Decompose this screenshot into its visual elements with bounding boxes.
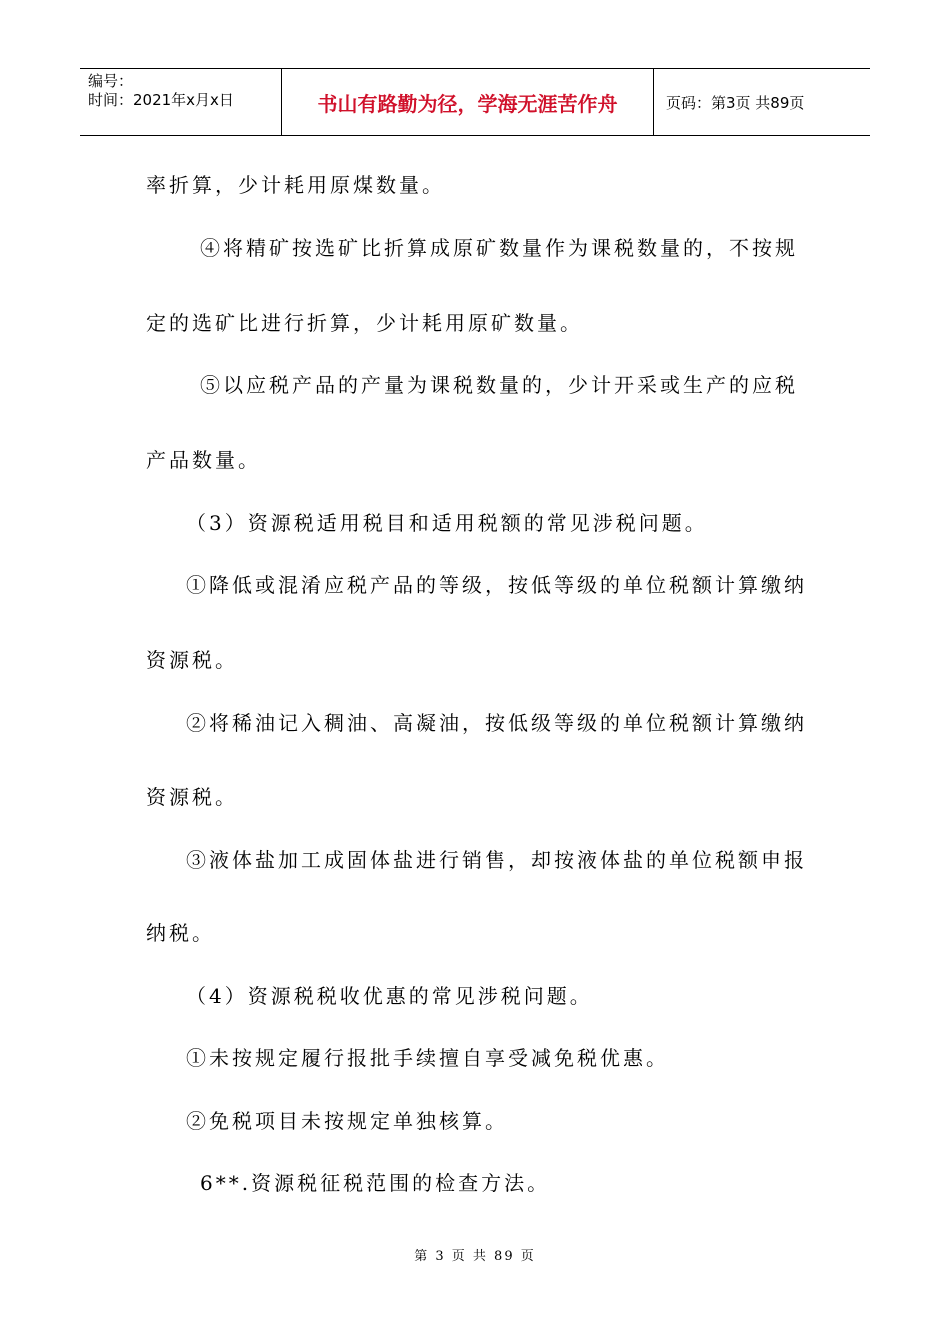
header-page-number: 页码：第3页 共89页 bbox=[666, 93, 805, 112]
header-motto: 书山有路勤为径，学海无涯苦作舟 bbox=[282, 69, 654, 135]
paragraph-line: 资源税。 bbox=[146, 785, 238, 809]
paragraph-line: 产品数量。 bbox=[146, 448, 261, 472]
page-header bbox=[80, 68, 870, 136]
document-number-label: 编号： bbox=[88, 72, 134, 90]
section-heading: 6**.资源税征税范围的检查方法。 bbox=[200, 1171, 551, 1195]
paragraph-line: 资源税。 bbox=[146, 648, 238, 672]
paragraph-line: ④将精矿按选矿比折算成原矿数量作为课税数量的，不按规 bbox=[200, 236, 798, 260]
document-date-label: 时间：2021年x月x日 bbox=[88, 91, 234, 109]
paragraph-line: ①未按规定履行报批手续擅自享受减免税优惠。 bbox=[186, 1046, 669, 1070]
paragraph-line: 纳税。 bbox=[146, 921, 215, 945]
paragraph-line: ②免税项目未按规定单独核算。 bbox=[186, 1109, 508, 1133]
paragraph-line: ③液体盐加工成固体盐进行销售，却按液体盐的单位税额申报 bbox=[186, 848, 807, 872]
paragraph-line: ①降低或混淆应税产品的等级，按低等级的单位税额计算缴纳 bbox=[186, 573, 807, 597]
paragraph-line: 率折算，少计耗用原煤数量。 bbox=[146, 173, 445, 197]
page-footer: 第 3 页 共 89 页 bbox=[414, 1249, 536, 1264]
paragraph-line: ②将稀油记入稠油、高凝油，按低级等级的单位税额计算缴纳 bbox=[186, 711, 807, 735]
paragraph-line: ⑤以应税产品的产量为课税数量的，少计开采或生产的应税 bbox=[200, 373, 798, 397]
paragraph-line: 定的选矿比进行折算，少计耗用原矿数量。 bbox=[146, 311, 583, 335]
section-heading: （3）资源税适用税目和适用税额的常见涉税问题。 bbox=[186, 511, 708, 535]
header-meta bbox=[80, 69, 282, 135]
section-heading: （4）资源税税收优惠的常见涉税问题。 bbox=[186, 984, 593, 1008]
